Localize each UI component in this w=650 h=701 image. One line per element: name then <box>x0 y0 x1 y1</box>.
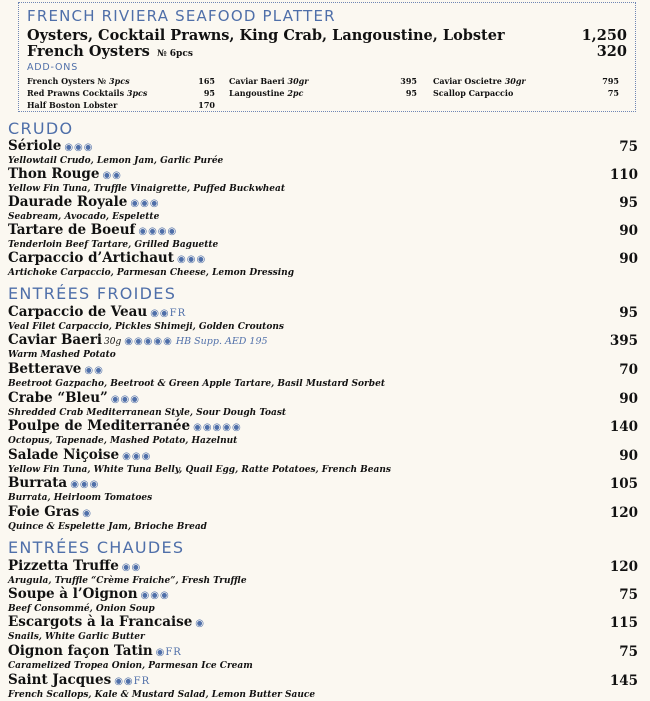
item-name: Sériole <box>8 138 62 154</box>
item-description: Warm Mashed Potato <box>8 350 116 360</box>
item-name: Salade Niçoise <box>8 447 120 463</box>
menu-item <box>8 250 638 279</box>
menu-item <box>8 504 638 533</box>
item-price: 95 <box>619 195 638 211</box>
item-price: 95 <box>619 305 638 321</box>
platter-row-name: French Oysters <box>27 43 150 60</box>
menu-item <box>8 614 638 643</box>
item-description: Tenderloin Beef Tartare, Grilled Baguette <box>8 240 219 250</box>
addon-qty: 2pc <box>287 88 304 98</box>
dietary-icons: ◉◉◉◉◉ <box>124 336 173 347</box>
item-price: 70 <box>619 362 638 378</box>
platter-row-price: 1,250 <box>581 27 627 44</box>
addon-item <box>27 100 215 110</box>
menu-item <box>8 166 638 195</box>
platter-row-price: 320 <box>596 43 627 60</box>
menu-item <box>8 672 638 701</box>
item-price: 110 <box>609 167 638 183</box>
platter-row-sub: № 6pcs <box>156 49 193 59</box>
addon-qty: 3pcs <box>126 88 148 98</box>
platter-row <box>27 27 627 44</box>
item-description: Artichoke Carpaccio, Parmesan Cheese, Lemon Dressing <box>8 268 294 278</box>
dietary-icons: ◉◉FR <box>114 676 151 687</box>
addon-name: Caviar Baeri <box>229 76 288 86</box>
addon-item <box>433 76 619 86</box>
item-description: Burrata, Heirloom Tomatoes <box>8 493 153 503</box>
menu-item <box>8 558 638 587</box>
item-price: 120 <box>609 505 638 521</box>
section-title-entrees-froides: ENTRÉES FROIDES <box>8 284 177 303</box>
menu-item <box>8 361 638 390</box>
item-name: Burrata <box>8 475 68 491</box>
item-supplement: HB Supp. AED 195 <box>175 336 268 347</box>
item-price: 75 <box>619 587 638 603</box>
item-description: Veal Filet Carpaccio, Pickles Shimeji, Golden Croutons <box>8 322 284 332</box>
item-description: Beetroot Gazpacho, Beetroot & Green Apple Tartare, Basil Mustard Sorbet <box>8 379 385 389</box>
item-name: Soupe à l’Oignon <box>8 586 138 602</box>
item-price: 395 <box>609 333 638 349</box>
addon-price: 95 <box>203 88 215 98</box>
item-description: Seabream, Avocado, Espelette <box>8 212 160 222</box>
addon-qty: 30gr <box>287 76 309 86</box>
addon-qty: 3pcs <box>109 76 130 86</box>
menu-item <box>8 643 638 672</box>
menu-item <box>8 447 638 476</box>
menu-item <box>8 475 638 504</box>
item-name: Saint Jacques <box>8 672 112 688</box>
item-description: Beef Consommé, Onion Soup <box>8 604 155 614</box>
menu-item <box>8 586 638 615</box>
item-description: Caramelized Tropea Onion, Parmesan Ice Cream <box>8 661 253 671</box>
item-price: 90 <box>619 448 638 464</box>
menu-item <box>8 138 638 167</box>
item-price: 90 <box>619 251 638 267</box>
item-price: 145 <box>609 673 638 689</box>
item-name: Escargots à la Francaise <box>8 614 193 630</box>
dietary-icons: ◉◉◉◉◉ <box>193 422 242 433</box>
addon-name: Caviar Oscietre <box>433 76 505 86</box>
item-price: 90 <box>619 223 638 239</box>
dietary-icons: ◉ <box>82 508 92 519</box>
addon-price: 395 <box>400 76 417 86</box>
addon-item <box>229 76 417 86</box>
addon-qty: 30gr <box>504 76 526 86</box>
dietary-icons: ◉◉ <box>121 562 142 573</box>
item-price: 105 <box>609 476 638 492</box>
item-name: Poulpe de Mediterranée <box>8 418 191 434</box>
addon-item <box>27 88 215 98</box>
item-name: Carpaccio d’Artichaut <box>8 250 174 266</box>
addon-price: 75 <box>607 88 619 98</box>
addon-price: 795 <box>602 76 619 86</box>
item-size: 30g <box>104 337 122 347</box>
addons-title: ADD-ONS <box>27 62 79 73</box>
item-description: Octopus, Tapenade, Mashed Potato, Hazelnut <box>8 436 238 446</box>
dietary-icons: ◉◉◉ <box>122 451 152 462</box>
addon-item <box>229 88 417 98</box>
item-price: 75 <box>619 139 638 155</box>
addon-item <box>27 76 215 86</box>
addon-name: Half Boston Lobster <box>27 100 118 110</box>
dietary-icons: ◉◉◉ <box>177 254 207 265</box>
platter-row <box>27 43 627 60</box>
section-title-crudo: CRUDO <box>8 119 74 138</box>
dietary-icons: ◉◉◉ <box>70 479 100 490</box>
addon-price: 95 <box>405 88 417 98</box>
addon-item <box>433 88 619 98</box>
item-name: Daurade Royale <box>8 194 128 210</box>
dietary-icons: ◉◉◉ <box>110 394 140 405</box>
dietary-icons: ◉◉FR <box>150 308 187 319</box>
seafood-platter-box <box>18 2 636 112</box>
menu-item <box>8 194 638 223</box>
dietary-icons: ◉◉◉ <box>140 590 170 601</box>
dietary-icons: ◉◉◉ <box>64 142 94 153</box>
item-price: 140 <box>609 419 638 435</box>
addon-price: 170 <box>198 100 215 110</box>
addon-name: French Oysters № <box>27 76 110 86</box>
dietary-icons: ◉ <box>195 618 206 629</box>
addon-name: Scallop Carpaccio <box>433 88 514 98</box>
item-price: 90 <box>619 391 638 407</box>
dietary-icons: ◉◉ <box>84 365 104 376</box>
menu-item <box>8 390 638 419</box>
dietary-icons: ◉◉ <box>102 170 122 181</box>
addon-price: 165 <box>198 76 215 86</box>
menu-item <box>8 222 638 251</box>
item-description: Shredded Crab Mediterranean Style, Sour Dough Toast <box>8 408 287 418</box>
item-name: Betterave <box>8 361 82 377</box>
item-name: Oignon façon Tatin <box>8 643 153 659</box>
dietary-icons: ◉◉◉◉ <box>138 226 178 237</box>
platter-row-name: Oysters, Cocktail Prawns, King Crab, Langoustine, Lobster <box>27 27 505 44</box>
item-price: 115 <box>609 615 638 631</box>
addon-name: Red Prawns Cocktails <box>27 88 127 98</box>
dietary-icons: ◉FR <box>155 647 182 658</box>
item-name: Thon Rouge <box>8 166 100 182</box>
item-description: Snails, White Garlic Butter <box>8 632 145 642</box>
item-name: Tartare de Boeuf <box>8 222 136 238</box>
item-description: Yellowtail Crudo, Lemon Jam, Garlic Purée <box>8 156 224 166</box>
menu-item <box>8 418 638 447</box>
addon-name: Langoustine <box>229 88 288 98</box>
item-description: Arugula, Truffle “Crème Fraiche”, Fresh Truffle <box>8 576 247 586</box>
item-description: Yellow Fin Tuna, White Tuna Belly, Quail Egg, Ratte Potatoes, French Beans <box>8 465 391 475</box>
menu-item <box>8 304 638 333</box>
dietary-icons: ◉◉◉ <box>130 198 160 209</box>
section-title-entrees-chaudes: ENTRÉES CHAUDES <box>8 538 185 557</box>
item-description: French Scallops, Kale & Mustard Salad, Lemon Butter Sauce <box>8 690 316 700</box>
item-name: Caviar Baeri <box>8 332 103 348</box>
item-price: 120 <box>609 559 638 575</box>
item-name: Pizzetta Truffe <box>8 558 119 574</box>
item-name: Crabe “Bleu” <box>8 390 108 406</box>
platter-title: FRENCH RIVIERA SEAFOOD PLATTER <box>27 7 336 25</box>
item-price: 75 <box>619 644 638 660</box>
item-name: Foie Gras <box>8 504 80 520</box>
item-name: Carpaccio de Veau <box>8 304 148 320</box>
item-description: Yellow Fin Tuna, Truffle Vinaigrette, Puffed Buckwheat <box>8 184 286 194</box>
item-description: Quince & Espelette Jam, Brioche Bread <box>8 522 207 532</box>
menu-item <box>8 332 638 361</box>
